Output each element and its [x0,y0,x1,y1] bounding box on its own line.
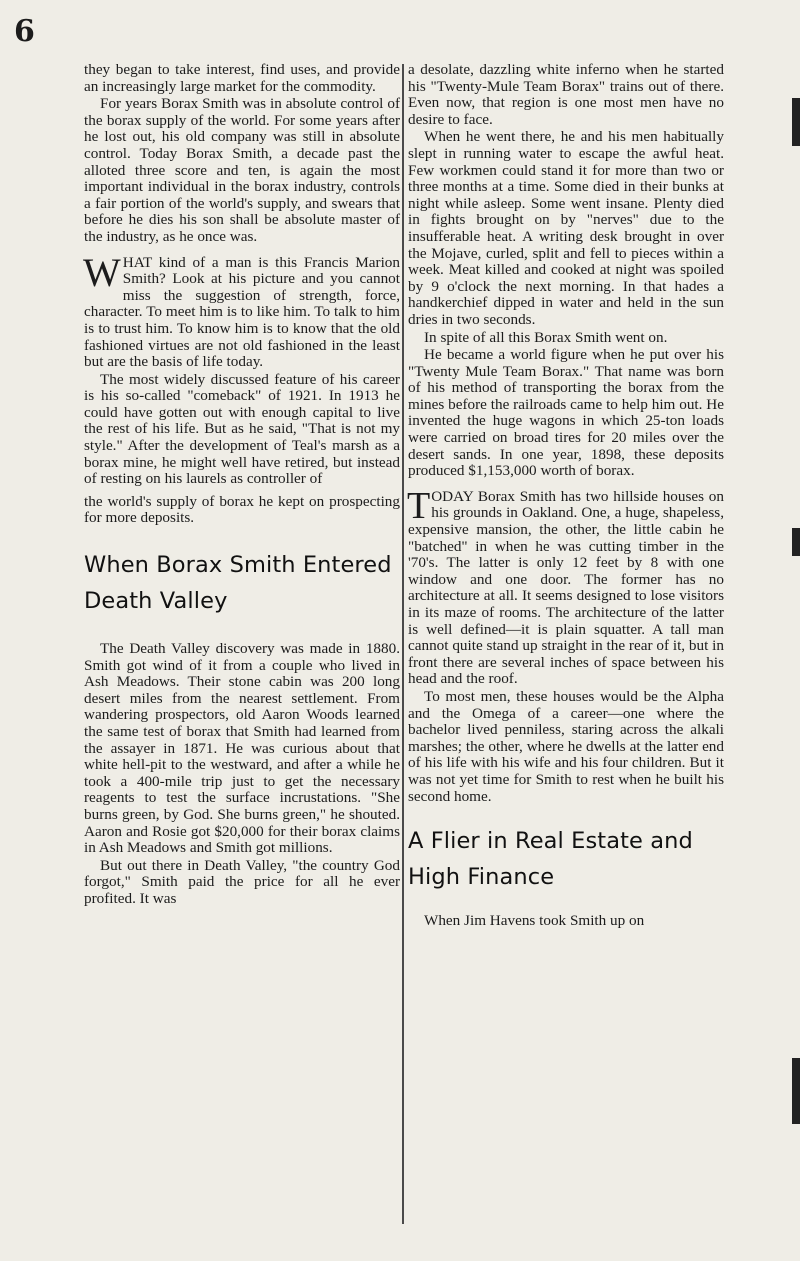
edge-mark [792,98,800,146]
paragraph: When Jim Havens took Smith up on [424,912,645,930]
drop-cap: T [407,484,431,527]
paragraph-text: ODAY Borax Smith has two hillside houses on his grounds in Oakland. One, a huge, shapeless, expensive mansion, the other, the little cabin he "batched" in when he was cutting timber in the '70's. The latter is only 12 feet by 8 with one window and one door. The former has no architecture at all. It seems designed to lose visitors in its maze of rooms. The architecture of the latter is well defined—it is plain squatter. A tall man cannot quite stand up straight in the rear of it, but in front there are several inches of space between his head and the roof. [408,487,724,688]
paragraph: To most men, these houses would be the Alpha and the Omega of a career—one where the bachelor lived penniless, staring across the alkali marshes; the other, where he dwells at the latter end of his life with his wife and his four children. But it was not yet time for Smith to rest when he built his second home. [408,687,724,805]
left-column [84,62,400,908]
paragraph: they began to take interest, find uses, and provide an increasingly large market for the commodity. [84,61,400,95]
paragraph: When he went there, he and his men habitually slept in running water to escape the awful heat. Few workmen could stand it for more than two or three months at a time. Some died in their bunks at night while asleep. Some went insane. Plenty died in fights brought on by "nerves" due to the insufferable heat. A writing desk brought in over the Mojave, curled, split and fell to pieces within a week. Meat killed and cooked at night was spoiled by 9 o'clock the next morning. In that hades a handkerchief dipped in water and held in the sun dries in two seconds. [408,128,724,328]
paragraph-text: HAT kind of a man is this Francis Marion Smith? Look at his picture and you cannot miss the suggestion of strength, force, character. To meet him is to like him. To talk to him is to trust him. To know him is to know that the old fashioned virtues are not old fashioned in the least but are the basis of life today. [84,253,400,371]
paragraph: But out there in Death Valley, "the country God forgot," Smith paid the price for all he ever profited. It was [84,856,400,907]
section-heading: A Flier in Real Estate and High Finance [408,828,693,891]
page-number: 6 [14,14,35,49]
paragraph: For years Borax Smith was in absolute control of the borax supply of the world. For some years after he lost out, his old company was still in absolute control. Today Borax Smith, a decade past the alloted three score and ten, is again the most important individual in the borax industry, controls a fair portion of the world's supply, and swears that before he dies his son shall be absolute master of the industry, as he once was. [84,95,400,245]
right-column [408,62,724,930]
paragraph [407,484,724,688]
drop-cap: W [83,249,121,295]
paragraph: a desolate, dazzling white inferno when he started his "Twenty-Mule Team Borax" trains out of there. Even now, that region is one most men have no desire to face. [408,61,724,128]
edge-mark [792,1058,800,1124]
paragraph: the world's supply of borax he kept on prospecting for more deposits. [84,492,400,527]
paragraph: He became a world figure when he put over his "Twenty Mule Team Borax." That name was born of his method of transporting the borax from the mines before the railroads came to help him out. He invented the huge wagons in which 25-ton loads were carried on broad tires for 20 miles over the desert sands. In one year, 1898, these deposits produced $1,153,000 worth of borax. [408,346,724,480]
section-heading: When Borax Smith Entered Death Valley [84,552,392,615]
paragraph [83,249,400,371]
edge-mark [792,528,800,556]
paragraph: The most widely discussed feature of his career is his so-called "comeback" of 1921. In 1913 he could have gotten out with enough capital to live the rest of his life. But as he said, "That is not my style." After the development of Teal's marsh as a borax mine, he might well have retired, but instead of resting on his laurels as controller of [84,370,400,488]
paragraph: In spite of all this Borax Smith went on. [424,328,668,346]
paragraph: The Death Valley discovery was made in 1880. Smith got wind of it from a couple who lived in Ash Meadows. Their stone cabin was 200 long desert miles from the nearest settlement. From wandering prospectors, old Aaron Woods learned the same test of borax that Smith had learned from the assayer in 1871. He was curious about that white hell-pit to the westward, and after a while he took a 400-mile trip just to get the necessary reagents to test the surface incrustations. "She burns green, by God. She burns green," he shouted. Aaron and Rosie got $20,000 for their borax claims in Ash Meadows and Smith got millions. [84,640,400,857]
column-divider [402,64,404,1224]
